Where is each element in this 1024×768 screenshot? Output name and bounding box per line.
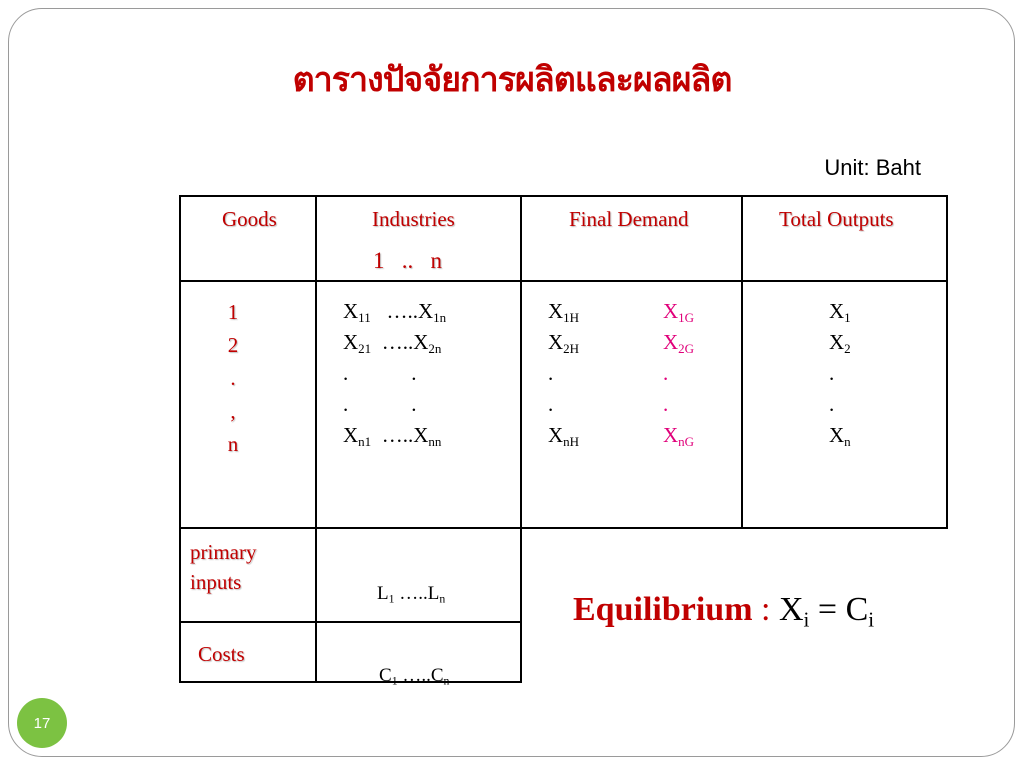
grid-line: [179, 195, 181, 683]
costs-first-sub: 1: [391, 674, 398, 688]
costs-first: C: [379, 665, 392, 686]
total-output-cell: [829, 296, 851, 327]
primary-inputs-last-sub: n: [439, 592, 446, 606]
industries-first: X: [343, 423, 359, 447]
goods-row-label: 2: [227, 333, 239, 357]
final-demand-h-column: [548, 296, 579, 451]
total-output-cell: [829, 358, 851, 389]
industries-row: [343, 296, 446, 327]
costs-value: [360, 631, 449, 721]
industries-mid: …..X: [371, 330, 429, 354]
goods-row-label: .: [230, 366, 236, 390]
goods-column: [223, 296, 243, 461]
equilibrium-lhs: X: [778, 591, 804, 628]
industries-last-sub: nn: [428, 433, 442, 449]
final-h-cell: [548, 296, 579, 327]
industries-first-sub: n1: [358, 433, 372, 449]
grid-line: [315, 195, 317, 683]
goods-row-label: n: [227, 432, 239, 456]
final-h-cell: [548, 327, 579, 358]
industries-first: X: [343, 330, 359, 354]
costs-label: Costs: [198, 642, 245, 666]
final-h-cell-base: X: [548, 299, 564, 323]
industries-mid: …..X: [370, 299, 434, 323]
slide-title: ตารางปัจจัยการผลิตและผลผลิต: [292, 60, 732, 100]
final-h-cell-base: X: [548, 330, 564, 354]
total-output-cell-sub: 2: [844, 340, 851, 356]
equilibrium-lhs-sub: i: [803, 607, 810, 632]
industries-mid: .: [348, 392, 417, 416]
total-output-cell-base: X: [829, 299, 845, 323]
goods-row-label: ,: [230, 399, 236, 423]
grid-line: [179, 280, 948, 282]
equilibrium-equals: =: [809, 591, 846, 628]
unit-label: Unit: Baht: [824, 155, 921, 180]
industries-last-sub: 1n: [433, 309, 447, 325]
page-number-badge: 17: [17, 698, 67, 748]
final-h-cell-sub: 1H: [563, 309, 580, 325]
header-final-demand: Final Demand: [569, 207, 689, 231]
industries-first: .: [343, 392, 349, 416]
total-output-cell-base: X: [829, 330, 845, 354]
final-h-cell-sub: nH: [563, 433, 580, 449]
final-g-cell-sub: nG: [678, 433, 695, 449]
equilibrium-rhs: C: [845, 591, 869, 628]
equilibrium-word: Equilibrium: [573, 591, 753, 628]
final-h-cell-base: .: [548, 361, 554, 385]
final-g-cell: [663, 296, 694, 327]
primary-inputs-first-sub: 1: [388, 592, 395, 606]
industries-first-sub: 21: [358, 340, 372, 356]
total-output-cell-base: .: [829, 392, 835, 416]
equilibrium-rhs-sub: i: [868, 607, 875, 632]
grid-line: [741, 195, 743, 529]
total-output-cell-sub: 1: [844, 309, 851, 325]
final-g-cell: [663, 389, 694, 420]
industries-row: [343, 327, 446, 358]
total-output-cell: [829, 420, 851, 451]
header-industries-range: 1 .. n: [373, 248, 442, 273]
equilibrium-equation: [573, 588, 874, 632]
final-g-cell-sub: 1G: [678, 309, 695, 325]
final-demand-g-column: [663, 296, 694, 451]
primary-inputs-value: [358, 549, 445, 639]
final-g-cell: [663, 327, 694, 358]
final-g-cell-base: X: [663, 423, 679, 447]
primary-inputs-first: L: [377, 583, 389, 604]
industries-first-sub: 11: [358, 309, 371, 325]
total-output-cell-sub: n: [844, 433, 851, 449]
header-industries: Industries: [372, 207, 455, 231]
costs-mid: …..C: [397, 665, 444, 686]
industries-mid: .: [348, 361, 417, 385]
final-g-cell-base: X: [663, 330, 679, 354]
final-h-cell-sub: 2H: [563, 340, 580, 356]
total-output-cell-base: X: [829, 423, 845, 447]
grid-line: [520, 195, 522, 683]
industries-row: [343, 358, 446, 389]
grid-line: [179, 681, 522, 683]
final-g-cell-base: X: [663, 299, 679, 323]
goods-row-label: 1: [227, 300, 239, 324]
final-g-cell-sub: 2G: [678, 340, 695, 356]
slide-frame: [8, 8, 1015, 757]
grid-line: [179, 621, 522, 623]
grid-line: [179, 527, 948, 529]
industries-mid: …..X: [371, 423, 429, 447]
header-goods: Goods: [222, 207, 277, 231]
final-h-cell: [548, 358, 579, 389]
final-g-cell: [663, 420, 694, 451]
primary-inputs-mid: …..L: [394, 583, 440, 604]
final-g-cell: [663, 358, 694, 389]
primary-inputs-label-line1: primary: [190, 540, 257, 564]
industries-first: .: [343, 361, 349, 385]
total-output-cell: [829, 327, 851, 358]
costs-last-sub: n: [443, 674, 450, 688]
industries-first: X: [343, 299, 359, 323]
industries-row: [343, 420, 446, 451]
final-h-cell-base: X: [548, 423, 564, 447]
industries-last-sub: 2n: [428, 340, 442, 356]
final-h-cell-base: .: [548, 392, 554, 416]
industries-column: [343, 296, 446, 451]
grid-line: [179, 195, 948, 197]
total-outputs-column: [829, 296, 851, 451]
final-g-cell-base: .: [663, 392, 669, 416]
industries-row: [343, 389, 446, 420]
grid-line: [946, 195, 948, 529]
final-h-cell: [548, 389, 579, 420]
primary-inputs-label-line2: inputs: [190, 570, 242, 594]
total-output-cell-base: .: [829, 361, 835, 385]
final-h-cell: [548, 420, 579, 451]
equilibrium-colon: :: [752, 591, 779, 628]
total-output-cell: [829, 389, 851, 420]
header-total-outputs: Total Outputs: [779, 207, 894, 231]
final-g-cell-base: .: [663, 361, 669, 385]
